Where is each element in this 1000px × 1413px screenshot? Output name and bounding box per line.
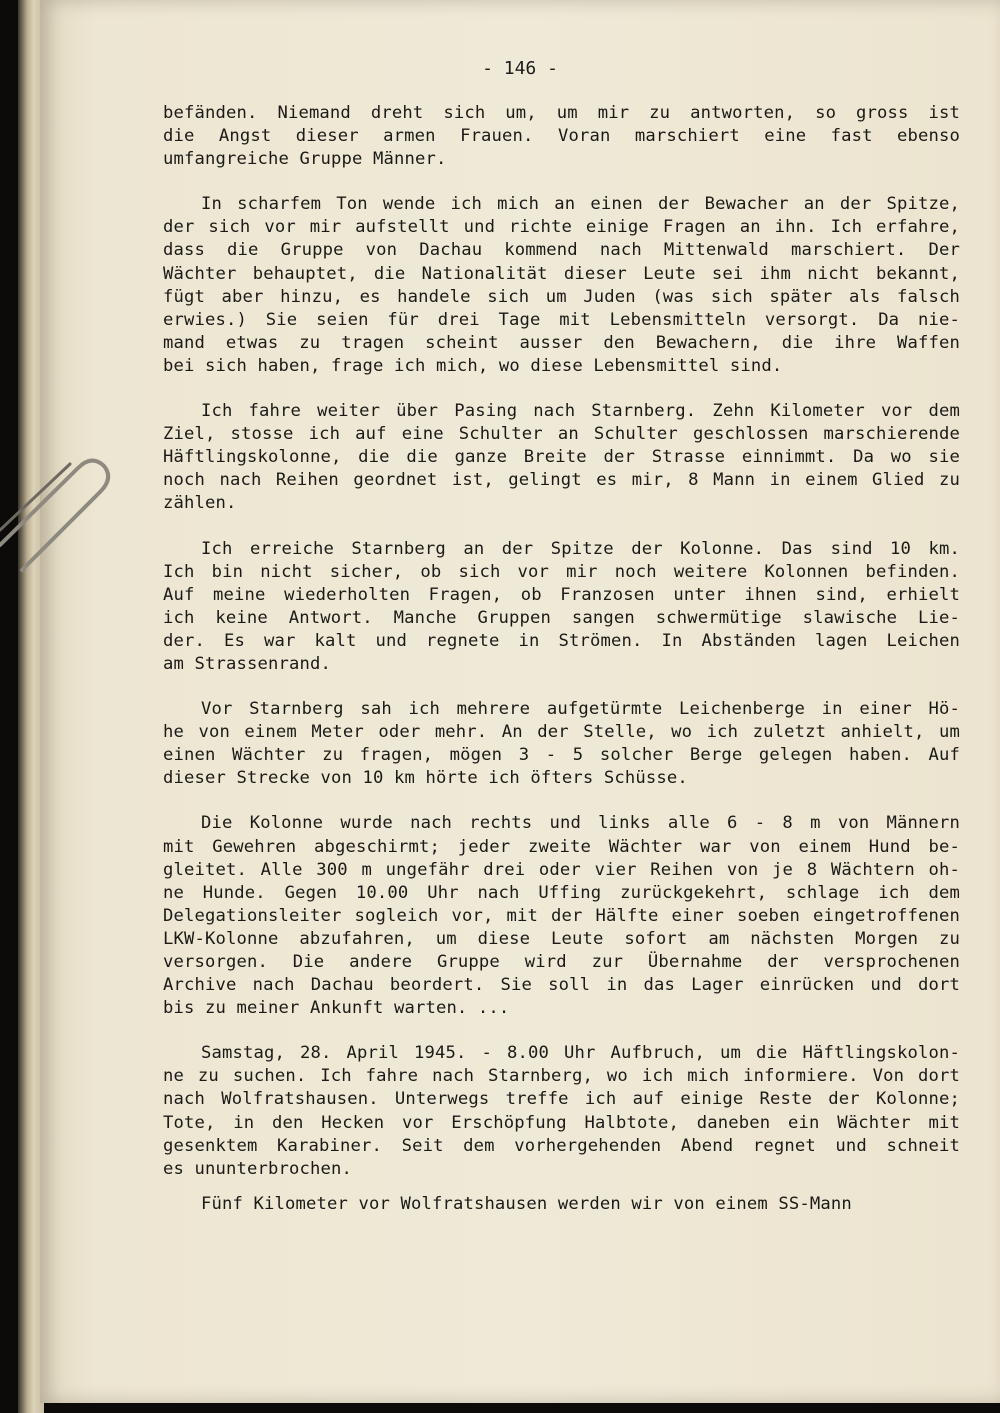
paragraph <box>163 193 960 378</box>
text-line: Die Kolonne wurde nach rechts und links alle 6 - 8 m von Männern <box>201 813 960 834</box>
text-line: versorgen. Die andere Gruppe wird zur Übernahme der versprochenen <box>163 952 960 972</box>
text-line: Vor Starnberg sah ich mehrere aufgetürmte Leichenberge in einer Hö- <box>201 699 960 720</box>
text-line: Wächter behauptet, die Nationalität dieser Leute sei ihm nicht bekannt, <box>163 263 960 284</box>
paper-clip-icon <box>0 450 120 580</box>
paragraph <box>163 400 960 515</box>
text-line: die Angst dieser armen Frauen. Voran marschiert eine fast ebenso <box>163 126 960 147</box>
text-line: dass die Gruppe von Dachau kommend nach Mittenwald marschiert. Der <box>163 240 960 261</box>
text-line: bis zu meiner Ankunft warten. ... <box>163 998 510 1019</box>
paragraph <box>163 102 960 171</box>
text-line: Fünf Kilometer vor Wolfratshausen werden wir von einem SS-Mann <box>201 1193 852 1214</box>
text-line: Tote, in den Hecken vor Erschöpfung Halbtote, daneben ein Wächter mit <box>163 1112 960 1133</box>
paragraph <box>163 812 960 1020</box>
body-text <box>163 102 960 1216</box>
text-line: erwies.) Sie seien für drei Tage mit Lebensmitteln versorgt. Da nie- <box>163 309 960 330</box>
text-line: befänden. Niemand dreht sich um, um mir zu antworten, so gross ist <box>163 103 960 123</box>
text-line: einen Wächter zu fragen, mögen 3 - 5 solcher Berge gelegen haben. Auf <box>163 745 960 766</box>
paragraph <box>163 1193 960 1216</box>
text-line: bei sich haben, frage ich mich, wo diese Lebensmittel sind. <box>163 355 783 376</box>
text-line: am Strassenrand. <box>163 653 331 674</box>
text-line: Delegationsleiter sogleich vor, mit der Hälfte einer soeben eingetroffenen <box>163 905 960 926</box>
text-line: Häftlingskolonne, die die ganze Breite der Strasse einnimmt. Da wo sie <box>163 447 960 468</box>
text-line: Ziel, stosse ich auf eine Schulter an Schulter geschlossen marschierende <box>163 424 960 445</box>
text-line: Ich erreiche Starnberg an der Spitze der Kolonne. Das sind 10 km. <box>201 538 960 559</box>
text-line: ne Hunde. Gegen 10.00 Uhr nach Uffing zurückgekehrt, schlage ich dem <box>163 882 960 903</box>
text-line: fügt aber hinzu, es handele sich um Juden (was sich später als falsch <box>163 286 960 307</box>
text-line: der sich vor mir aufstellt und richte einige Fragen an ihn. Ich erfahre, <box>163 217 960 238</box>
text-line: ne zu suchen. Ich fahre nach Starnberg, wo ich mich informiere. Von dort <box>163 1066 960 1087</box>
paragraph <box>163 538 960 677</box>
page-number: - 146 - <box>482 58 558 79</box>
text-line: ich keine Antwort. Manche Gruppen sangen schwermütige slawische Lie- <box>163 607 960 628</box>
text-line: der. Es war kalt und regnete in Strömen. In Abständen lagen Leichen <box>163 630 960 651</box>
text-line: umfangreiche Gruppe Männer. <box>163 149 447 170</box>
text-line: es ununterbrochen. <box>163 1158 352 1179</box>
text-line: nach Wolfratshausen. Unterwegs treffe ich auf einige Reste der Kolonne; <box>163 1089 960 1110</box>
text-line: Ich bin nicht sicher, ob sich vor mir noch weitere Kolonnen befinden. <box>163 561 960 582</box>
text-line: he von einem Meter oder mehr. An der Stelle, wo ich zuletzt anhielt, um <box>163 722 960 743</box>
text-line: dieser Strecke von 10 km hörte ich öfters Schüsse. <box>163 768 688 789</box>
text-line: mit Gewehren abgeschirmt; jeder zweite Wächter war von einem Hund be- <box>163 836 960 857</box>
text-line: In scharfem Ton wende ich mich an einen der Bewacher an der Spitze, <box>201 194 960 215</box>
text-line: mand etwas zu tragen scheint ausser den Bewachern, die ihre Waffen <box>163 332 960 353</box>
text-line: Samstag, 28. April 1945. - 8.00 Uhr Aufbruch, um die Häftlingskolon- <box>201 1043 960 1064</box>
document-page <box>40 0 1000 1403</box>
paragraph <box>163 1042 960 1181</box>
text-line: LKW-Kolonne abzufahren, um diese Leute sofort am nächsten Morgen zu <box>163 928 960 949</box>
text-line: gesenktem Karabiner. Seit dem vorhergehenden Abend regnet und schneit <box>163 1135 960 1156</box>
text-line: zählen. <box>163 493 237 514</box>
paragraph <box>163 698 960 790</box>
text-line: Archive nach Dachau beordert. Sie soll in das Lager einrücken und dort <box>163 975 960 996</box>
text-line: Ich fahre weiter über Pasing nach Starnberg. Zehn Kilometer vor dem <box>201 401 960 422</box>
text-line: gleitet. Alle 300 m ungefähr drei oder vier Reihen von je 8 Wächtern oh- <box>163 859 960 880</box>
text-line: Auf meine wiederholten Fragen, ob Franzosen unter ihnen sind, erhielt <box>163 584 960 605</box>
text-line: noch nach Reihen geordnet ist, gelingt es mir, 8 Mann in einem Glied zu <box>163 470 960 491</box>
